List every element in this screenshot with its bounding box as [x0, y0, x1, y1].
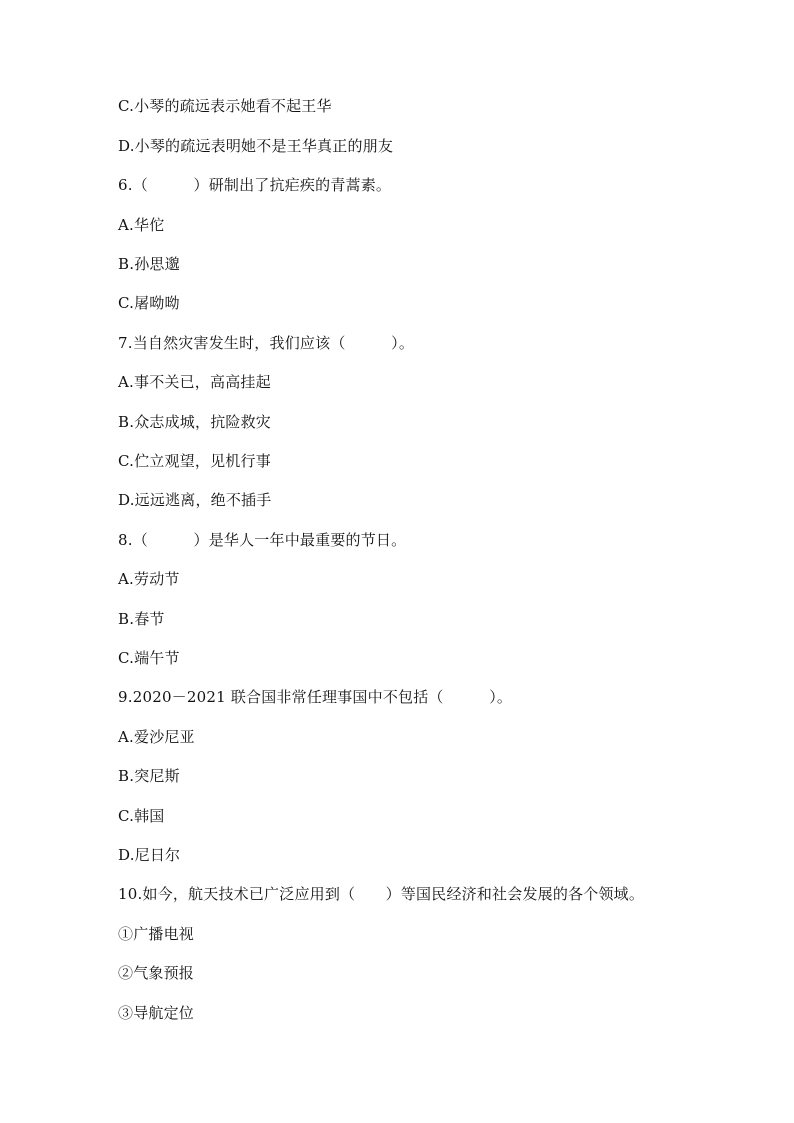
option-q9-d: D.尼日尔	[118, 846, 181, 864]
question-9: 9.2020－2021 联合国非常任理事国中不包括（ ）。	[118, 688, 513, 706]
option-q5-d: D.小琴的疏远表明她不是王华真正的朋友	[118, 137, 394, 155]
option-q6-b: B.孙思邈	[118, 255, 180, 273]
option-q8-a: A.劳动节	[118, 570, 180, 588]
option-q8-c: C.端午节	[118, 649, 180, 667]
question-8: 8.（ ）是华人一年中最重要的节日。	[118, 531, 407, 549]
option-q10-2: ②气象预报	[118, 964, 195, 982]
option-q10-3: ③导航定位	[118, 1004, 195, 1022]
question-10: 10.如今，航天技术已广泛应用到（ ）等国民经济和社会发展的各个领域。	[118, 885, 645, 903]
option-q6-a: A.华佗	[118, 216, 165, 234]
option-q5-c: C.小琴的疏远表示她看不起王华	[118, 97, 332, 115]
option-q9-a: A.爱沙尼亚	[118, 728, 195, 746]
question-7: 7.当自然灾害发生时，我们应该（ ）。	[118, 334, 415, 352]
option-q6-c: C.屠呦呦	[118, 294, 180, 312]
option-q7-d: D.远远逃离，绝不插手	[118, 491, 272, 509]
option-q10-1: ①广播电视	[118, 925, 195, 943]
option-q8-b: B.春节	[118, 610, 165, 628]
question-6: 6.（ ）研制出了抗疟疾的青蒿素。	[118, 176, 392, 194]
option-q9-b: B.突尼斯	[118, 767, 180, 785]
option-q9-c: C.韩国	[118, 807, 165, 825]
option-q7-c: C.伫立观望，见机行事	[118, 452, 271, 470]
option-q7-b: B.众志成城，抗险救灾	[118, 413, 271, 431]
option-q7-a: A.事不关已，高高挂起	[118, 373, 271, 391]
